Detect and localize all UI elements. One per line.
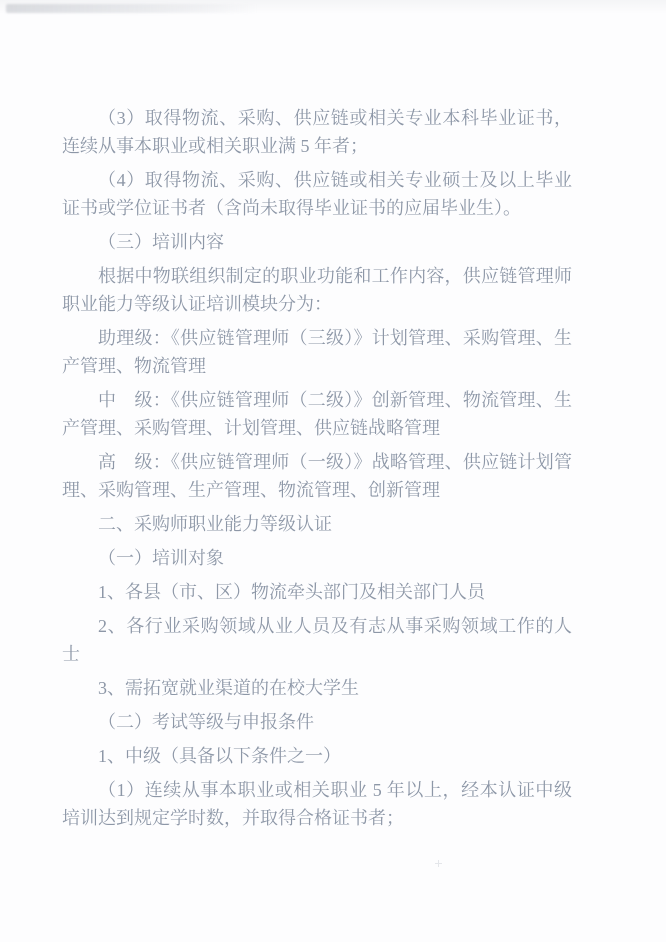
document-body-text: [62, 104, 572, 832]
paragraph-target-3: 3、需拓宽就业渠道的在校大学生: [98, 678, 359, 698]
paragraph-section-3-heading: （三）培训内容: [98, 232, 224, 252]
registration-mark: [435, 860, 442, 867]
paragraph-item-4: （4）取得物流、采购、供应链或相关专业硕士及以上毕业证书或学位证书者（含尚未取得毕业证书的应届毕业生）。: [62, 170, 572, 218]
paragraph-condition-1: （1）连续从事本职业或相关职业 5 年以上，经本认证中级培训达到规定学时数，并取得合格证书者；: [62, 780, 572, 828]
paragraph-target-1: 1、各县（市、区）物流牵头部门及相关部门人员: [98, 582, 485, 602]
paragraph-item-3: （3）取得物流、采购、供应链或相关专业本科毕业证书，连续从事本职业或相关职业满 5 年者；: [62, 108, 572, 156]
paragraph-training-modules-intro: 根据中物联组织制定的职业功能和工作内容，供应链管理师职业能力等级认证培训模块分为：: [62, 266, 572, 314]
scan-band-artifact: [0, 0, 666, 14]
paragraph-intermediate-level: 中 级：《供应链管理师（二级）》创新管理、物流管理、生产管理、采购管理、计划管理、供应链战略管理: [62, 390, 572, 438]
paragraph-target-2: 2、各行业采购领域从业人员及有志从事采购领域工作的人士: [62, 616, 572, 664]
scan-smudge-artifact: [6, 4, 258, 13]
paragraph-assistant-level: 助理级：《供应链管理师（三级）》计划管理、采购管理、生产管理、物流管理: [62, 328, 572, 376]
paragraph-section-1-heading: （一）培训对象: [98, 548, 224, 568]
paragraph-section-2-heading: （二）考试等级与申报条件: [98, 712, 314, 732]
paragraph-senior-level: 高 级：《供应链管理师（一级）》战略管理、供应链计划管理、采购管理、生产管理、物流管理、创新管理: [62, 452, 572, 500]
paragraph-chapter-2-heading: 二、采购师职业能力等级认证: [98, 514, 332, 534]
paragraph-intermediate-conditions-heading: 1、中级（具备以下条件之一）: [98, 746, 341, 766]
